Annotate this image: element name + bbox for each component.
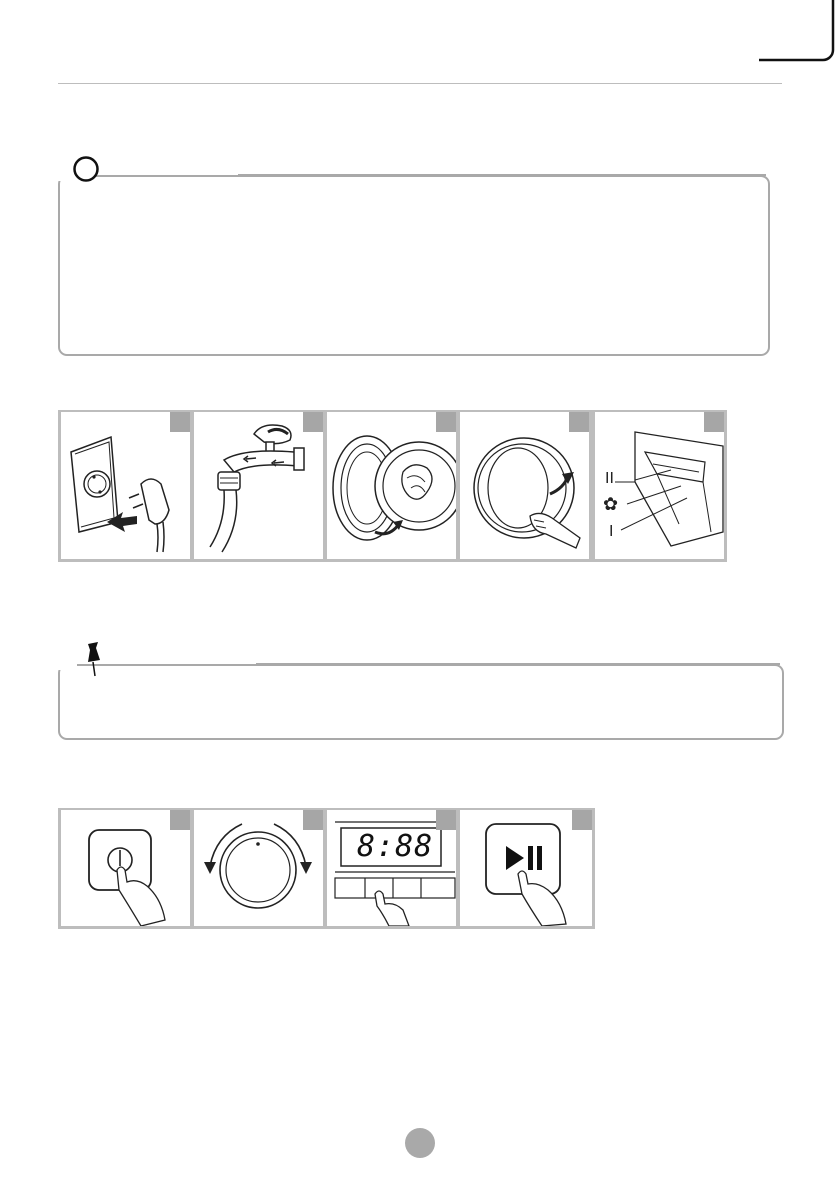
- step-open-water-tap: [194, 412, 323, 559]
- warning-panel-title-rule: [238, 174, 766, 176]
- step-press-power-button: [61, 810, 190, 926]
- step-select-options: [327, 810, 456, 926]
- step-badge: [704, 412, 724, 432]
- warning-panel: [58, 175, 770, 356]
- step-badge: [303, 810, 323, 830]
- step-add-detergent: [595, 412, 724, 559]
- pushpin-icon: [80, 640, 110, 678]
- step-badge: [436, 810, 456, 830]
- load-laundry-illustration: [327, 412, 456, 559]
- compartment-main-label: II: [605, 470, 614, 487]
- display-readout: 8:88: [357, 829, 434, 864]
- step-badge: [436, 412, 456, 432]
- page-number-badge: [405, 1128, 435, 1158]
- step-badge: [170, 810, 190, 830]
- step-badge: [572, 810, 592, 830]
- step-press-start-pause: [460, 810, 592, 926]
- step-plug-in-power: [61, 412, 190, 559]
- note-panel-title-rule: [256, 663, 780, 665]
- compartment-prewash-label: I: [609, 523, 614, 540]
- compartment-softener-label: ✿: [603, 494, 619, 514]
- step-badge: [569, 412, 589, 432]
- step-close-door: [460, 412, 589, 559]
- warning-circle-icon: [72, 155, 100, 183]
- note-panel: [58, 664, 784, 740]
- close-door-illustration: [460, 412, 589, 559]
- step-badge: [170, 412, 190, 432]
- header-rule: [58, 83, 782, 84]
- step-turn-program-dial: [194, 810, 323, 926]
- detergent-drawer-illustration: [595, 412, 724, 559]
- power-plug-illustration: [61, 412, 190, 559]
- corner-crop-mark: [759, 0, 839, 66]
- step-badge: [303, 412, 323, 432]
- water-tap-illustration: [194, 412, 323, 559]
- step-load-laundry: [327, 412, 456, 559]
